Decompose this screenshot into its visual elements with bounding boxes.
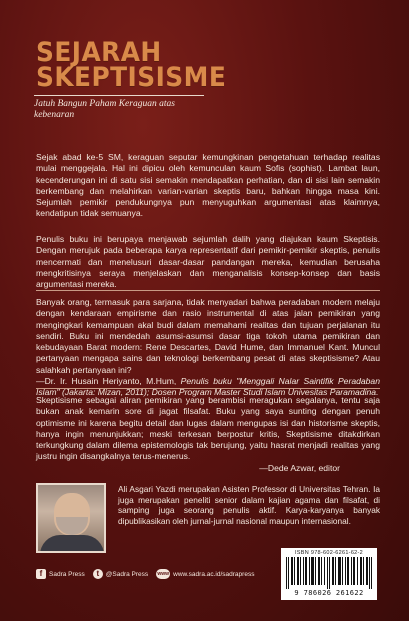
website-link[interactable]	[156, 569, 254, 579]
facebook-label: Sadra Press	[49, 570, 85, 578]
barcode-number: 9 786026 261622	[294, 589, 364, 597]
barcode-bars	[285, 557, 373, 589]
testimonial-quote	[36, 290, 380, 399]
publisher-footer	[36, 567, 276, 581]
globe-icon: www	[157, 571, 169, 577]
author-photo	[36, 483, 106, 553]
twitter-label: @Sadra Press	[105, 570, 149, 578]
author-photo-shoulders	[40, 535, 104, 553]
synopsis-paragraph-1: Sejak abad ke-5 SM, keraguan seputar kemungkinan pengetahuan terhadap realitas mulai menggejala. Hal ini dipicu oleh kemunculan kaum Sofis (sophist). Lambat laun, kecenderungan ini di satu sisi semakin mendapatkan perhatian, dan di sisi lain semakin berkembang dan melahirkan varian-varian skeptis baru, bahkan hingga masa kini. Sejumlah pemikir pendukungnya pun menyuguhkan argumentasi atas klaimnya, kendatipun tidak semuanya.	[36, 152, 380, 219]
quote-text: Banyak orang, termasuk para sarjana, tidak menyadari bahwa peradaban modern melaju dengan kendaraan empirisme dan rasio instrumental di atas jalan pemikiran yang mengingkari kemampuan akal budi dalam memahami realitas dan tujuan perjalanan itu sendiri. Buku ini mendedah asumsi-asumsi dasar tiga tokoh utama pemikiran dan kebudayaan Barat modern: Rene Descartes, David Hume, dan Immanuel Kant. Muncul pertanyaan mengapa sains dan teknologi berkembang pesat di atas skeptisisme? Atau salahkah pertanyaan ini?	[36, 297, 380, 375]
twitter-icon: t	[93, 569, 103, 579]
endorsement-attribution: —Dede Azwar, editor	[259, 462, 340, 473]
endorsement-text: Skeptisisme sebagai aliran pemikiran yang berambisi meragukan segalanya, tentu saja bukan anak kemarin sore di jagat filsafat. Buku yang saya sunting dengan penuh optimisme ini karena begitu detail dan lugas dalam mengupas isi dan historisme skeptis, hanya ingin menunjukkan; meski terkesan berpostur kritis, Skeptisisme ditakdirkan terkungkung dalam dilema epistemologis tak berujung, yaitu hasrat menjadi realitas yang justru ingin disangkalnya terus-menerus.	[36, 395, 380, 462]
synopsis-paragraph-2: Penulis buku ini berupaya menjawab sejumlah dalih yang diajukan kaum Skeptisis. Dengan merujuk pada beberapa karya representatif dari pemikir-pemikir skeptis, penulis mencermati dan menelusuri dasar-dasar pandangan mereka, kemudian berusaha mengkritisinya seraya menjelaskan dan menganalisis konsep-konsep dan basis argumentasi mereka.	[36, 234, 380, 290]
editor-endorsement	[36, 388, 380, 474]
twitter-link[interactable]	[93, 569, 148, 579]
quote-attribution-name: —Dr. Ir. Husain Heriyanto, M.Hum,	[36, 376, 181, 387]
book-subtitle: Jatuh Bangun Paham Keraguan atas kebenaran	[34, 95, 204, 121]
author-bio: Ali Asgari Yazdi merupakan Asisten Professor di Universitas Tehran. Ia juga merupakan peneliti senior dalam kajian agama dan filsafat, di samping juga seorang penulis aktif. Karya-karyanya banyak dipublikasikan oleh jurnal-jurnal nasional maupun internasional.	[118, 484, 380, 526]
website-label: www.sadra.ac.id/sadrapress	[173, 570, 255, 578]
isbn-label: ISBN 978-602-6261-62-2	[294, 550, 364, 556]
facebook-link[interactable]	[36, 569, 85, 579]
quote-attribution-book: Penulis buku "Menggali Nalar Saintifik Peradaban Islam" (Jakarta: Mizan, 2011); Dosen Program Master Studi Islam Univesitas Paramadina.	[36, 376, 380, 398]
barcode	[281, 548, 377, 600]
book-title	[36, 37, 227, 93]
facebook-icon: f	[36, 569, 46, 579]
title-line-2: SKEPTISISME	[36, 62, 227, 93]
title-line-1: SEJARAH	[36, 37, 162, 68]
